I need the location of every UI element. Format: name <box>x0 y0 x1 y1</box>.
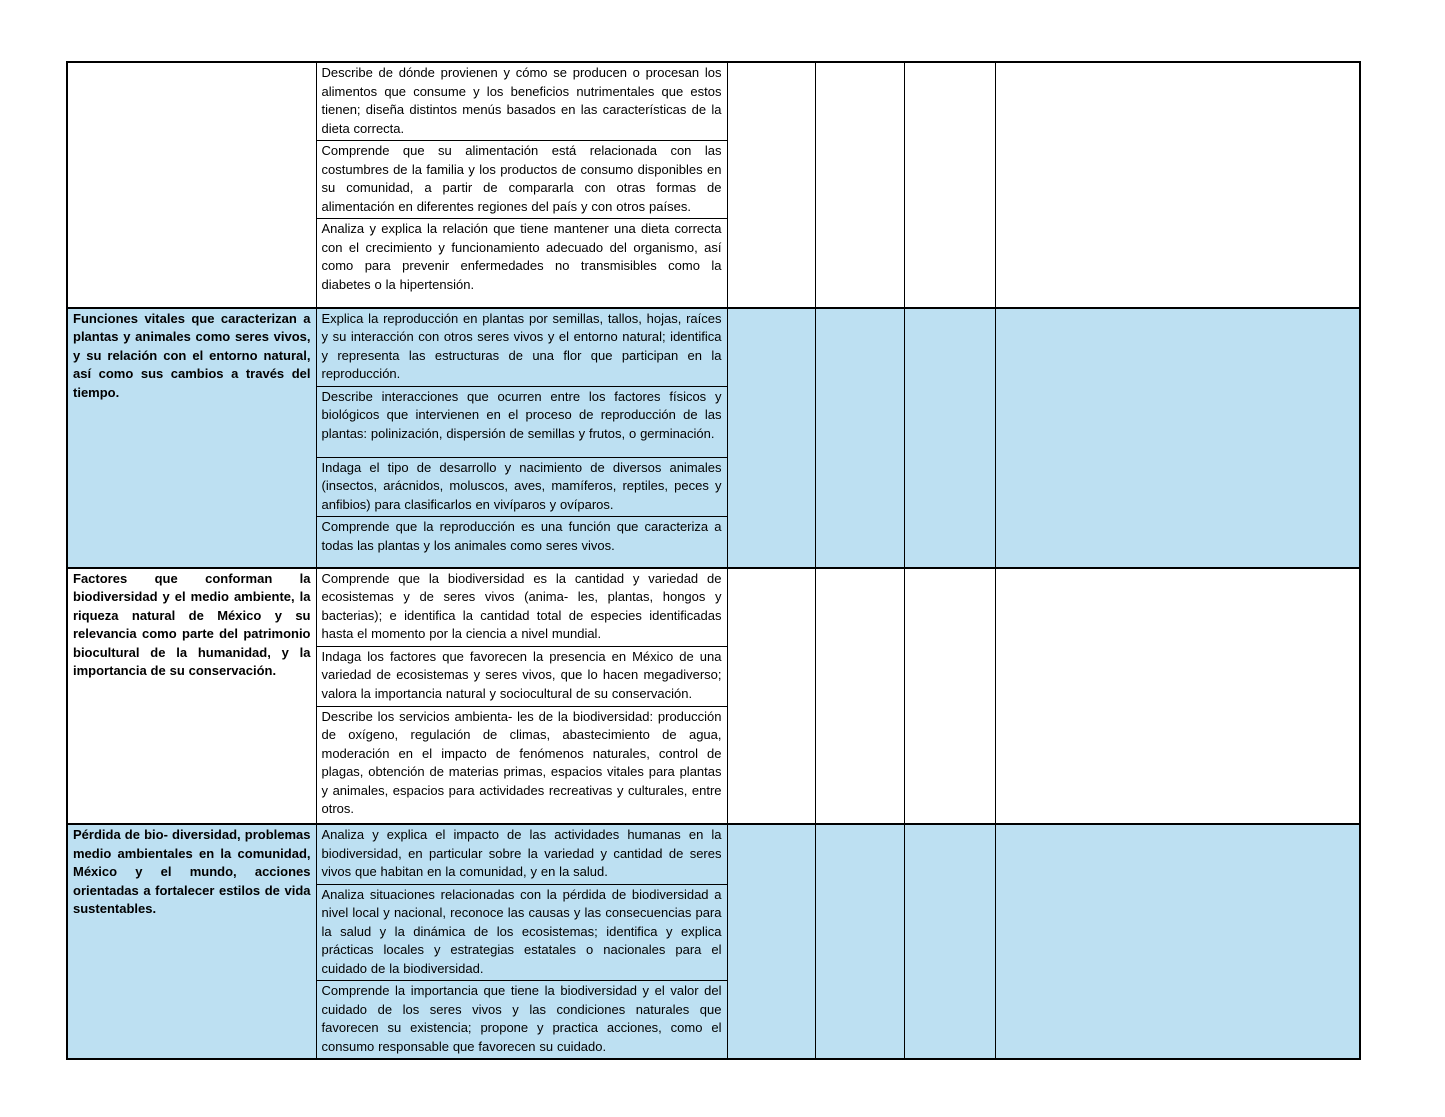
notes-cell <box>995 62 1360 308</box>
outcome-cell: Describe los servicios ambienta- les de la biodiversidad: producción de oxígeno, regulación de climas, abastecimiento de agua, moderación en el impacto de fenómenos naturales, control de plagas, obtención de materias primas, espacios vitales para plantas y animales, espacios para actividades recreativas y culturales, entre otros. <box>316 706 727 824</box>
table-row <box>67 62 1360 141</box>
curriculum-table <box>66 61 1361 1060</box>
notes-cell <box>995 308 1360 568</box>
theme-cell: Funciones vitales que caracterizan a plantas y animales como seres vivos, y su relación con el entorno natural, así como sus cambios a través del tiempo. <box>67 308 316 568</box>
outcome-cell: Analiza y explica el impacto de las actividades humanas en la biodiversidad, en particular sobre la variedad y cantidad de seres vivos que habitan en la comunidad, y en la salud. <box>316 824 727 884</box>
outcome-cell: Describe de dónde provienen y cómo se producen o procesan los alimentos que consume y los beneficios nutrimentales que estos tienen; diseña distintos menús basados en las características de la dieta correcta. <box>316 62 727 141</box>
grade-col-b-cell <box>815 308 904 568</box>
table-row <box>67 824 1360 884</box>
outcome-cell: Indaga el tipo de desarrollo y nacimiento de diversos animales (insectos, arácnidos, moluscos, aves, mamíferos, reptiles, peces y anfibios) para clasificarlos en vivíparos y ovíparos. <box>316 457 727 517</box>
table-row <box>67 568 1360 647</box>
grade-col-b-cell <box>815 824 904 1059</box>
outcome-cell: Comprende que la biodiversidad es la cantidad y variedad de ecosistemas y de seres vivos (anima- les, plantas, hongos y bacterias); e identifica la cantidad total de especies identificadas hasta el momento por la ciencia a nivel mundial. <box>316 568 727 647</box>
grade-col-a-cell <box>727 62 815 308</box>
grade-col-c-cell <box>904 62 995 308</box>
outcome-cell: Analiza situaciones relacionadas con la pérdida de biodiversidad a nivel local y nacional, reconoce las causas y las consecuencias para la salud y la dinámica de los ecosistemas; identifica y explica prácticas locales y estrategias estatales o nacionales para el cuidado de la biodiversidad. <box>316 884 727 981</box>
document-page <box>66 61 1361 1060</box>
grade-col-a-cell <box>727 824 815 1059</box>
outcome-cell: Explica la reproducción en plantas por semillas, tallos, hojas, raíces y su interacción con otros seres vivos y el entorno natural; identifica y representa las estructuras de una flor que participan en la reproducción. <box>316 308 727 387</box>
grade-col-c-cell <box>904 308 995 568</box>
grade-col-b-cell <box>815 62 904 308</box>
grade-col-c-cell <box>904 824 995 1059</box>
grade-col-b-cell <box>815 568 904 825</box>
theme-cell: Factores que conforman la biodiversidad y el medio ambiente, la riqueza natural de México y su relevancia como parte del patrimonio biocultural de la humanidad, y la importancia de su conservación. <box>67 568 316 825</box>
notes-cell <box>995 568 1360 825</box>
theme-cell <box>67 62 316 308</box>
outcome-cell: Analiza y explica la relación que tiene mantener una dieta correcta con el crecimiento y funcionamiento adecuado del organismo, así como para prevenir enfermedades no transmisibles como la diabetes o la hipertensión. <box>316 219 727 308</box>
grade-col-c-cell <box>904 568 995 825</box>
outcome-cell: Comprende que la reproducción es una función que caracteriza a todas las plantas y los animales como seres vivos. <box>316 517 727 568</box>
grade-col-a-cell <box>727 568 815 825</box>
outcome-cell: Comprende que su alimentación está relacionada con las costumbres de la familia y los productos de consumo disponibles en su comunidad, a partir de compararla con otras formas de alimentación en diferentes regiones del país y con otros países. <box>316 141 727 219</box>
table-row <box>67 308 1360 387</box>
theme-cell: Pérdida de bio- diversidad, problemas medio ambientales en la comunidad, México y el mundo, acciones orientadas a fortalecer estilos de vida sustentables. <box>67 824 316 1059</box>
outcome-cell: Comprende la importancia que tiene la biodiversidad y el valor del cuidado de los seres vivos y las condiciones naturales que favorecen su existencia; propone y practica acciones, como el consumo responsable que favorecen su cuidado. <box>316 981 727 1060</box>
notes-cell <box>995 824 1360 1059</box>
outcome-cell: Indaga los factores que favorecen la presencia en México de una variedad de ecosistemas y seres vivos, que lo hacen megadiverso; valora la importancia natural y sociocultural de su conservación. <box>316 646 727 706</box>
grade-col-a-cell <box>727 308 815 568</box>
outcome-cell: Describe interacciones que ocurren entre los factores físicos y biológicos que intervienen en el proceso de reproducción de las plantas: polinización, dispersión de semillas y frutos, o germinación. <box>316 386 727 457</box>
